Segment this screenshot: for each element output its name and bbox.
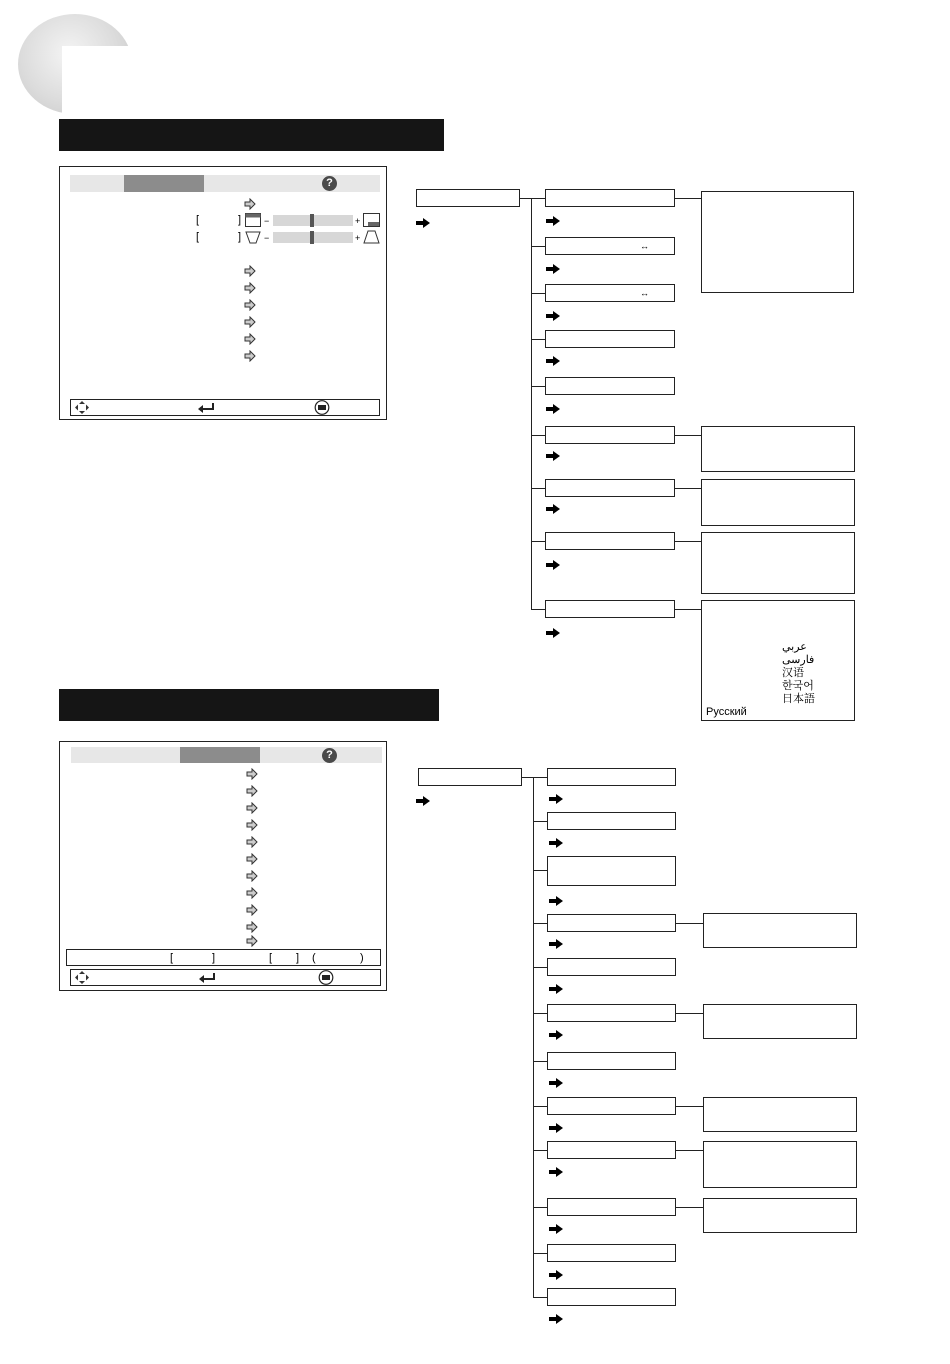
- black-arrow-icon: [546, 356, 560, 366]
- submenu-arrow-icon[interactable]: [244, 299, 256, 311]
- four-way-arrows-icon: [74, 400, 90, 415]
- submenu-arrow-icon[interactable]: [246, 870, 258, 882]
- connector-line: [531, 435, 545, 436]
- black-arrow-icon: [546, 560, 560, 570]
- double-arrow-glyph: ↔: [640, 288, 649, 298]
- language-item: 日本語: [782, 693, 815, 705]
- connector-trunk: [533, 777, 534, 1297]
- connector-line: [531, 339, 545, 340]
- keystone-bottom-icon: [363, 213, 380, 227]
- s1-options-box: [701, 532, 855, 594]
- submenu-arrow-icon[interactable]: [244, 333, 256, 345]
- menu-button-icon: [314, 400, 330, 415]
- connector-line: [675, 198, 701, 199]
- menu-button-icon: [318, 970, 334, 985]
- black-arrow-icon: [549, 1224, 563, 1234]
- keystone-top-icon: [245, 213, 261, 227]
- double-arrow-glyph: ↔: [640, 241, 649, 251]
- connector-line: [533, 1106, 547, 1107]
- connector-line: [531, 609, 545, 610]
- section1-menu-screen: [59, 166, 387, 420]
- slider-minus: −: [264, 233, 270, 243]
- black-arrow-icon: [549, 939, 563, 949]
- s1-root-box: [416, 189, 520, 207]
- submenu-arrow-icon[interactable]: [246, 853, 258, 865]
- black-arrow-icon: [549, 1030, 563, 1040]
- connector-line: [531, 541, 545, 542]
- s1-branch-box: [545, 532, 675, 550]
- connector-line: [533, 967, 547, 968]
- s1-branch-box: [545, 377, 675, 395]
- submenu-arrow-icon[interactable]: [244, 198, 256, 210]
- black-arrow-icon: [546, 216, 560, 226]
- connector-line: [531, 386, 545, 387]
- s1-branch-box: [545, 426, 675, 444]
- connector-line: [533, 1297, 547, 1298]
- connector-line: [533, 1013, 547, 1014]
- submenu-arrow-icon[interactable]: [246, 921, 258, 933]
- s1-branch-box: [545, 284, 675, 302]
- status-bar: [66, 949, 381, 966]
- s1-options-box: [701, 479, 855, 526]
- s1-branch-box: [545, 600, 675, 618]
- s1-branch-box: [545, 189, 675, 207]
- s2-branch-box: [547, 856, 676, 886]
- language-item: 汉语: [782, 667, 804, 679]
- slider-minus: −: [264, 216, 270, 226]
- connector-trunk: [531, 198, 532, 609]
- status-bracket: [: [269, 952, 273, 964]
- connector-line: [531, 488, 545, 489]
- s2-options-box: [703, 1198, 857, 1233]
- slider-plus: +: [355, 233, 361, 243]
- connector-line: [675, 435, 701, 436]
- submenu-arrow-icon[interactable]: [246, 768, 258, 780]
- help-icon[interactable]: ?: [322, 748, 337, 763]
- s2-branch-box: [547, 812, 676, 830]
- submenu-arrow-icon[interactable]: [246, 887, 258, 899]
- s1-branch-box: [545, 479, 675, 497]
- connector-line: [676, 923, 703, 924]
- adjust-bracket-open: [: [196, 214, 200, 226]
- submenu-arrow-icon[interactable]: [246, 819, 258, 831]
- connector-line: [675, 609, 701, 610]
- connector-line: [675, 541, 701, 542]
- black-arrow-icon: [549, 838, 563, 848]
- black-arrow-icon: [549, 1270, 563, 1280]
- black-arrow-icon: [546, 311, 560, 321]
- black-arrow-icon: [549, 1078, 563, 1088]
- black-arrow-icon: [416, 796, 430, 806]
- black-arrow-icon: [549, 896, 563, 906]
- four-way-arrows-icon: [74, 970, 90, 985]
- connector-line: [676, 1106, 703, 1107]
- slider-knob[interactable]: [310, 214, 314, 227]
- s2-branch-box: [547, 914, 676, 932]
- language-options-box: [701, 600, 855, 721]
- connector-line: [533, 870, 547, 871]
- menu-nav-bar: [70, 969, 381, 986]
- section2-menu-screen: [59, 741, 387, 991]
- submenu-arrow-icon[interactable]: [246, 785, 258, 797]
- language-item: Русский: [706, 706, 747, 718]
- s2-options-box: [703, 1097, 857, 1132]
- status-bracket: [: [170, 952, 174, 964]
- submenu-arrow-icon[interactable]: [244, 350, 256, 362]
- submenu-arrow-icon[interactable]: [246, 904, 258, 916]
- black-arrow-icon: [549, 984, 563, 994]
- status-bracket: ]: [212, 952, 216, 964]
- connector-line: [533, 1253, 547, 1254]
- black-arrow-icon: [546, 264, 560, 274]
- black-arrow-icon: [549, 1314, 563, 1324]
- enter-icon: [198, 972, 216, 983]
- s1-branch-box: [545, 330, 675, 348]
- connector-line: [675, 488, 701, 489]
- s2-branch-box: [547, 1097, 676, 1115]
- connector-line: [533, 923, 547, 924]
- connector-line: [533, 821, 547, 822]
- menu-tab-active[interactable]: [180, 747, 260, 763]
- status-paren: (: [312, 952, 316, 964]
- black-arrow-icon: [546, 504, 560, 514]
- connector-line: [531, 246, 545, 247]
- submenu-arrow-icon[interactable]: [246, 836, 258, 848]
- corner-circle-mask: [62, 46, 142, 126]
- slider-plus: +: [355, 216, 361, 226]
- help-icon[interactable]: ?: [322, 176, 337, 191]
- black-arrow-icon: [546, 404, 560, 414]
- black-arrow-icon: [549, 794, 563, 804]
- adjust-bracket-open: [: [196, 231, 200, 243]
- s1-branch-box: [545, 237, 675, 255]
- adjust-bracket-close: ]: [238, 214, 242, 226]
- section1-title-bar: [59, 119, 444, 151]
- submenu-arrow-icon[interactable]: [246, 935, 258, 947]
- connector-line: [533, 777, 547, 778]
- connector-line: [533, 1207, 547, 1208]
- connector-line: [531, 198, 545, 199]
- submenu-arrow-icon[interactable]: [246, 802, 258, 814]
- black-arrow-icon: [549, 1123, 563, 1133]
- black-arrow-icon: [546, 451, 560, 461]
- submenu-arrow-icon[interactable]: [244, 316, 256, 328]
- connector-line: [531, 293, 545, 294]
- connector-line: [533, 1150, 547, 1151]
- s2-branch-box: [547, 1141, 676, 1159]
- s2-options-box: [703, 1004, 857, 1039]
- connector-line: [676, 1150, 703, 1151]
- s2-branch-box: [547, 1052, 676, 1070]
- s1-options-box: [701, 426, 855, 472]
- connector-line: [676, 1013, 703, 1014]
- language-item: فارسی: [782, 654, 815, 666]
- status-bracket: ]: [296, 952, 300, 964]
- language-item: عربي: [782, 641, 807, 653]
- black-arrow-icon: [546, 628, 560, 638]
- s2-options-box: [703, 1141, 857, 1188]
- black-arrow-icon: [549, 1167, 563, 1177]
- slider-knob[interactable]: [310, 231, 314, 244]
- submenu-arrow-icon[interactable]: [244, 265, 256, 277]
- menu-tab-active[interactable]: [124, 175, 204, 192]
- trapezoid-down-icon: [245, 230, 261, 244]
- connector-line: [533, 1061, 547, 1062]
- s2-branch-box: [547, 1004, 676, 1022]
- status-paren: ): [360, 952, 364, 964]
- trapezoid-up-icon: [363, 230, 380, 244]
- s1-options-box: [701, 191, 854, 293]
- adjust-bracket-close: ]: [238, 231, 242, 243]
- s2-root-box: [418, 768, 522, 786]
- s2-branch-box: [547, 768, 676, 786]
- s2-branch-box: [547, 1198, 676, 1216]
- s2-options-box: [703, 913, 857, 948]
- black-arrow-icon: [416, 218, 430, 228]
- enter-icon: [197, 402, 215, 413]
- s2-branch-box: [547, 958, 676, 976]
- section2-title-bar: [59, 689, 439, 721]
- s2-branch-box: [547, 1288, 676, 1306]
- s2-branch-box: [547, 1244, 676, 1262]
- language-item: 한국어: [782, 680, 814, 692]
- connector-line: [676, 1207, 703, 1208]
- submenu-arrow-icon[interactable]: [244, 282, 256, 294]
- menu-nav-bar: [70, 399, 380, 416]
